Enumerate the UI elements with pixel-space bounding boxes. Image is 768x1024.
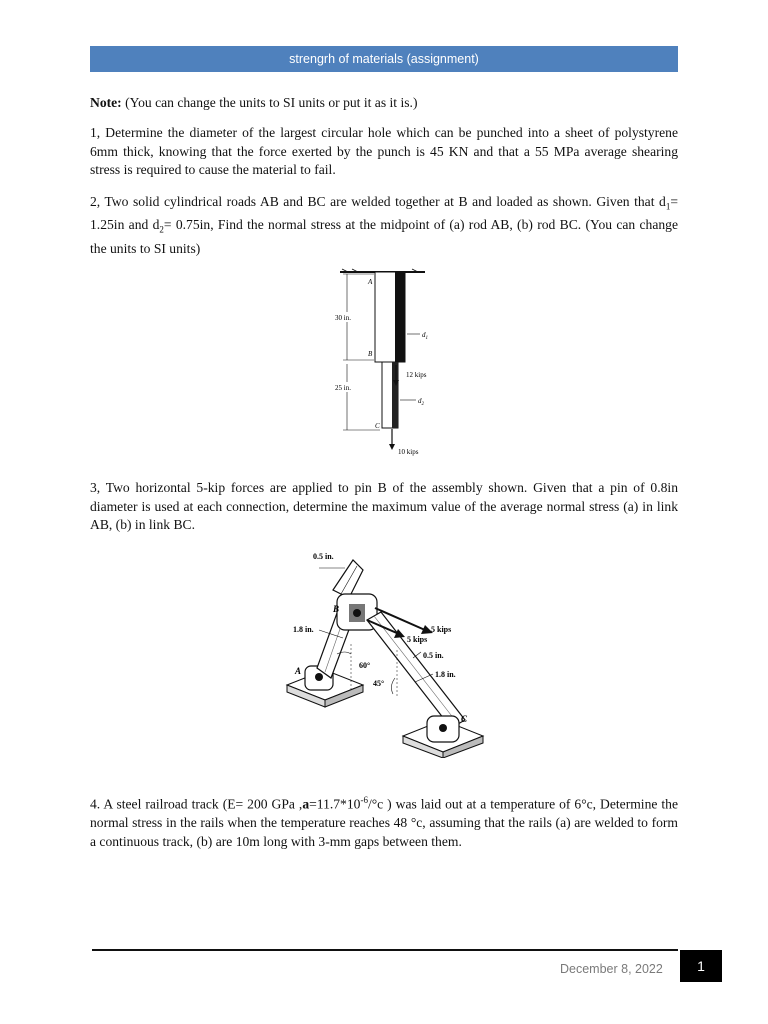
question-2-text-a: 2, Two solid cylindrical roads AB and BC are welded together at B and loaded as shown. Given that d <box>90 194 666 209</box>
stepped-rod-figure <box>330 268 440 460</box>
question-4 <box>90 791 678 851</box>
question-2-sub-2: 2 <box>159 225 164 236</box>
question-2-sub-1: 1 <box>665 201 671 212</box>
question-1: 1, Determine the diameter of the largest circular hole which can be punched into a sheet of polystyrene 6mm thick, knowing that the force exerted by the punch is 45 KN and that a 55 MPa average shearing stress is required to cause the material to fail. <box>90 125 678 178</box>
dim-top: 0.5 in. <box>313 552 334 561</box>
note-paragraph <box>90 94 678 113</box>
note-label: Note: <box>90 95 122 110</box>
dim-right-1: 0.5 in. <box>423 651 444 660</box>
dim-right-2: 1.8 in. <box>435 670 456 679</box>
label-b: B <box>333 604 340 614</box>
label-c: C <box>461 714 468 724</box>
angle-60: 60° <box>359 661 371 670</box>
d1-label: $d_1$ <box>422 331 428 341</box>
document-header: strengrh of materials (assignment) <box>90 46 678 72</box>
question-4-text-a: 4. A steel railroad track (E= 200 GPa , <box>90 796 303 812</box>
dim-ab: 30 in. <box>335 314 351 322</box>
question-2-text-b: = 1.25in and d <box>90 194 678 233</box>
dim-left: 1.8 in. <box>293 625 314 634</box>
footer-divider <box>92 949 678 951</box>
footer-date: December 8, 2022 <box>560 962 663 976</box>
link-assembly-figure <box>285 550 495 758</box>
dim-bc: 25 in. <box>335 384 351 392</box>
exponent: -6 <box>360 795 368 805</box>
angle-45: 45° <box>373 679 385 688</box>
force-2-label: 5 kips <box>407 635 428 644</box>
note-text: (You can change the units to SI units or put it as it is.) <box>121 95 418 110</box>
question-3: 3, Two horizontal 5-kip forces are applied to pin B of the assembly shown. Given that a pin of 0.8in diameter is used at each connection, determine the maximum value of the average normal stress (a) in link AB, (b) in link BC. <box>90 480 678 533</box>
force-1-label: 5 kips <box>431 625 452 634</box>
load-b-label: 12 kips <box>406 371 427 379</box>
question-4-text-c: /°c ) was laid out at a temperature of 6°c, Determine the normal stress in the rails when the temperature reaches 48 °c, assuming that the rails (a) are welded to form a continuous track, (b) are 10m long with 3-mm gaps between them. <box>90 796 678 849</box>
label-b: B <box>368 350 373 358</box>
alpha-symbol: a <box>302 796 310 812</box>
label-a: A <box>368 278 373 286</box>
label-a: A <box>295 666 302 676</box>
load-c-label: 10 kips <box>398 448 419 456</box>
question-2-text-c: = 0.75in, Find the normal stress at the midpoint of (a) rod AB, (b) rod BC. (You can change the units to SI units) <box>90 217 678 256</box>
question-2 <box>90 193 678 258</box>
page-number: 1 <box>680 950 722 982</box>
label-c: C <box>375 422 380 430</box>
d2-label: $d_2$ <box>418 397 424 407</box>
question-4-text-b: =11.7*10 <box>309 796 361 812</box>
